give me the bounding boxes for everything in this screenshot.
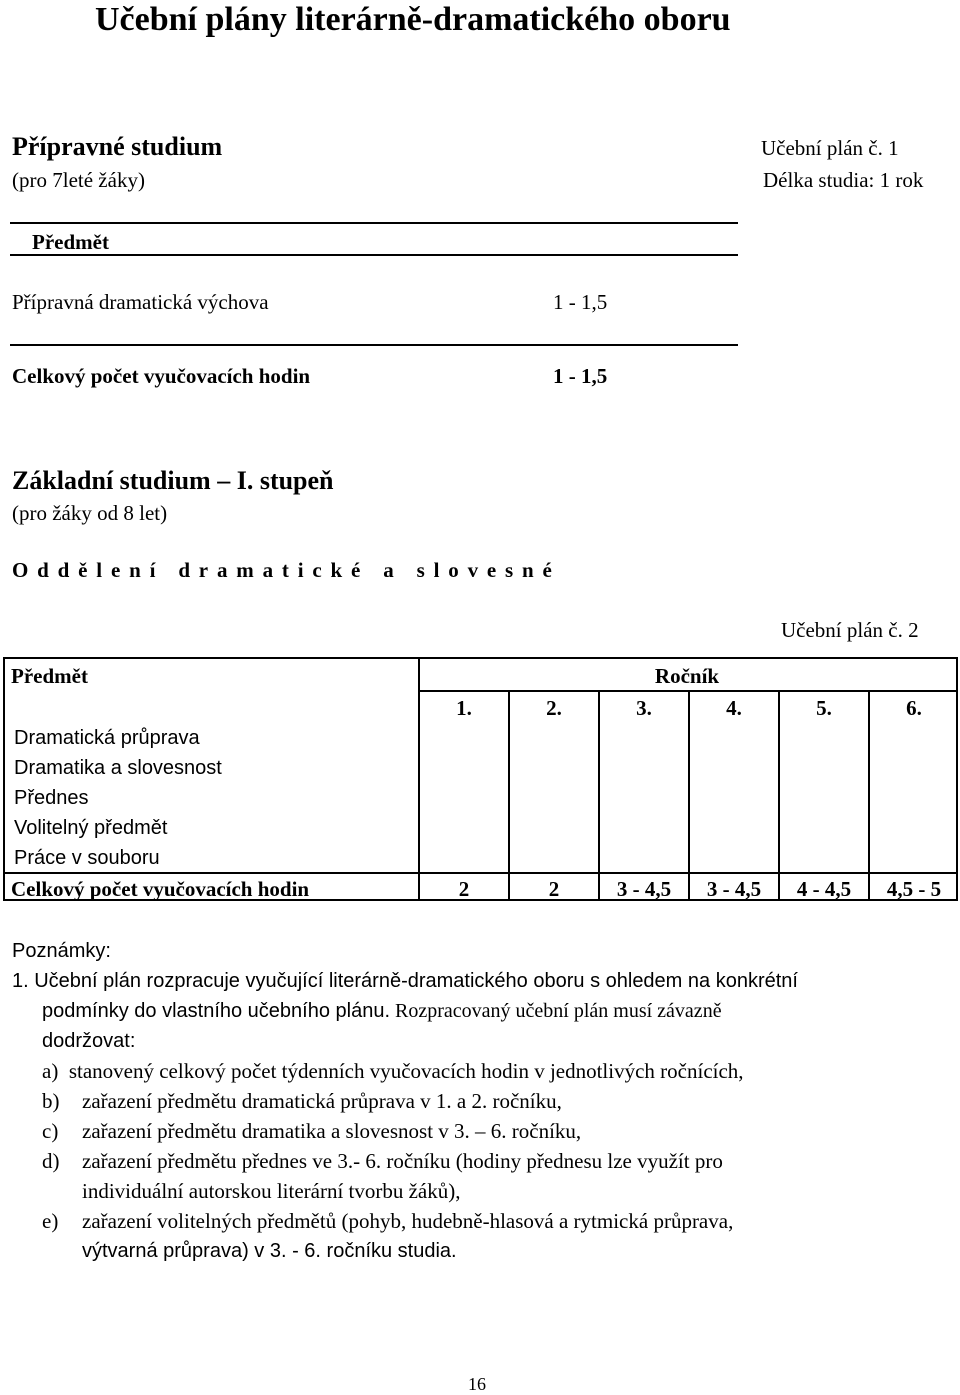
note-1-line-2b: Rozpracovaný učební plán musí závazně — [390, 1000, 722, 1022]
total-grade-2: 2 — [548, 877, 560, 901]
plan2-col-rule-4 — [688, 690, 690, 899]
prep-duration: Délka studia: 1 rok — [763, 168, 924, 192]
grade-4: 4. — [726, 696, 742, 720]
subject-row: Přednes — [14, 787, 89, 809]
prep-total-label: Celkový počet vyučovacích hodin — [12, 364, 311, 388]
note-1-line-1: 1. Učební plán rozpracuje vyučující literárně-dramatického oboru s ohledem na konkrétní — [12, 970, 798, 992]
grade-1: 1. — [456, 696, 472, 720]
prep-table-top-rule — [10, 222, 738, 224]
prep-row-subject: Přípravná dramatická výchova — [12, 290, 269, 314]
total-grade-1: 2 — [458, 877, 470, 901]
plan2-col-rule-2 — [508, 690, 510, 899]
total-grade-6: 4,5 - 5 — [886, 877, 942, 901]
item-mark: d) — [42, 1149, 60, 1173]
prep-table-total-rule — [10, 344, 738, 346]
total-grade-3: 3 - 4,5 — [616, 877, 672, 901]
plan2-col-rule-5 — [778, 690, 780, 899]
grade-5: 5. — [816, 696, 832, 720]
item-mark: b) — [42, 1089, 60, 1113]
note-item-d — [12, 1146, 942, 1176]
note-item-b — [12, 1086, 942, 1116]
note-1-line-3: dodržovat: — [42, 1030, 136, 1052]
prep-plan-number: Učební plán č. 1 — [761, 136, 899, 160]
plan2-grade-header: Ročník — [654, 664, 720, 688]
notes-section — [12, 936, 942, 1266]
note-item-a — [12, 1056, 942, 1086]
plan2-col-rule-6 — [868, 690, 870, 899]
grade-2: 2. — [546, 696, 562, 720]
plan2-total-rule — [5, 872, 958, 874]
note-item-e — [12, 1206, 942, 1236]
subject-row: Dramatika a slovesnost — [14, 757, 222, 779]
plan2-total-label: Celkový počet vyučovacích hodin — [11, 877, 310, 901]
item-text: zařazení předmětu přednes ve 3.- 6. ročníku (hodiny přednesu lze využít pro — [82, 1149, 723, 1173]
subject-row: Dramatická průprava — [14, 727, 200, 749]
note-item-c — [12, 1116, 942, 1146]
note-1-line-2a: podmínky do vlastního učebního plánu. — [42, 1000, 391, 1022]
prep-heading: Přípravné studium — [12, 132, 223, 161]
page-title: Učební plány literárně-dramatického oboru — [95, 1, 731, 38]
note-item-e-cont: výtvarná průprava) v 3. - 6. ročníku studia. — [82, 1240, 457, 1262]
item-mark: e) — [42, 1209, 59, 1233]
item-text: zařazení předmětu dramatická průprava v 1. a 2. ročníku, — [82, 1089, 562, 1113]
basic-heading: Základní studium – I. stupeň — [12, 466, 334, 495]
item-mark: a) — [42, 1059, 59, 1083]
prep-subheading: (pro 7leté žáky) — [12, 168, 145, 192]
prep-table-header: Předmět — [32, 230, 109, 254]
grade-6: 6. — [906, 696, 922, 720]
department-heading: Oddělení dramatické a slovesné — [12, 558, 561, 582]
page-number: 16 — [468, 1374, 486, 1394]
grade-3: 3. — [636, 696, 652, 720]
subject-row: Volitelný předmět — [14, 817, 168, 839]
total-grade-5: 4 - 4,5 — [796, 877, 852, 901]
plan2-subject-header: Předmět — [11, 664, 88, 688]
notes-title: Poznámky: — [12, 940, 111, 962]
note-item-d-cont: individuální autorskou literární tvorbu žáků), — [82, 1179, 461, 1203]
basic-plan-number: Učební plán č. 2 — [781, 618, 919, 642]
item-mark: c) — [42, 1119, 59, 1143]
prep-table-header-rule — [10, 254, 738, 256]
item-text: stanovený celkový počet týdenních vyučovacích hodin v jednotlivých ročnících, — [68, 1059, 744, 1083]
prep-total-value: 1 - 1,5 — [553, 364, 608, 388]
prep-row-value: 1 - 1,5 — [553, 290, 608, 314]
note-1-line-2 — [12, 996, 942, 1026]
plan2-table — [3, 657, 958, 901]
item-text: zařazení předmětu dramatika a slovesnost v 3. – 6. ročníku, — [82, 1119, 582, 1143]
total-grade-4: 3 - 4,5 — [706, 877, 762, 901]
plan2-col-rule-3 — [598, 690, 600, 899]
basic-subheading: (pro žáky od 8 let) — [12, 501, 168, 525]
subject-row: Práce v souboru — [14, 847, 160, 869]
item-text: zařazení volitelných předmětů (pohyb, hudebně-hlasová a rytmická průprava, — [82, 1209, 734, 1233]
